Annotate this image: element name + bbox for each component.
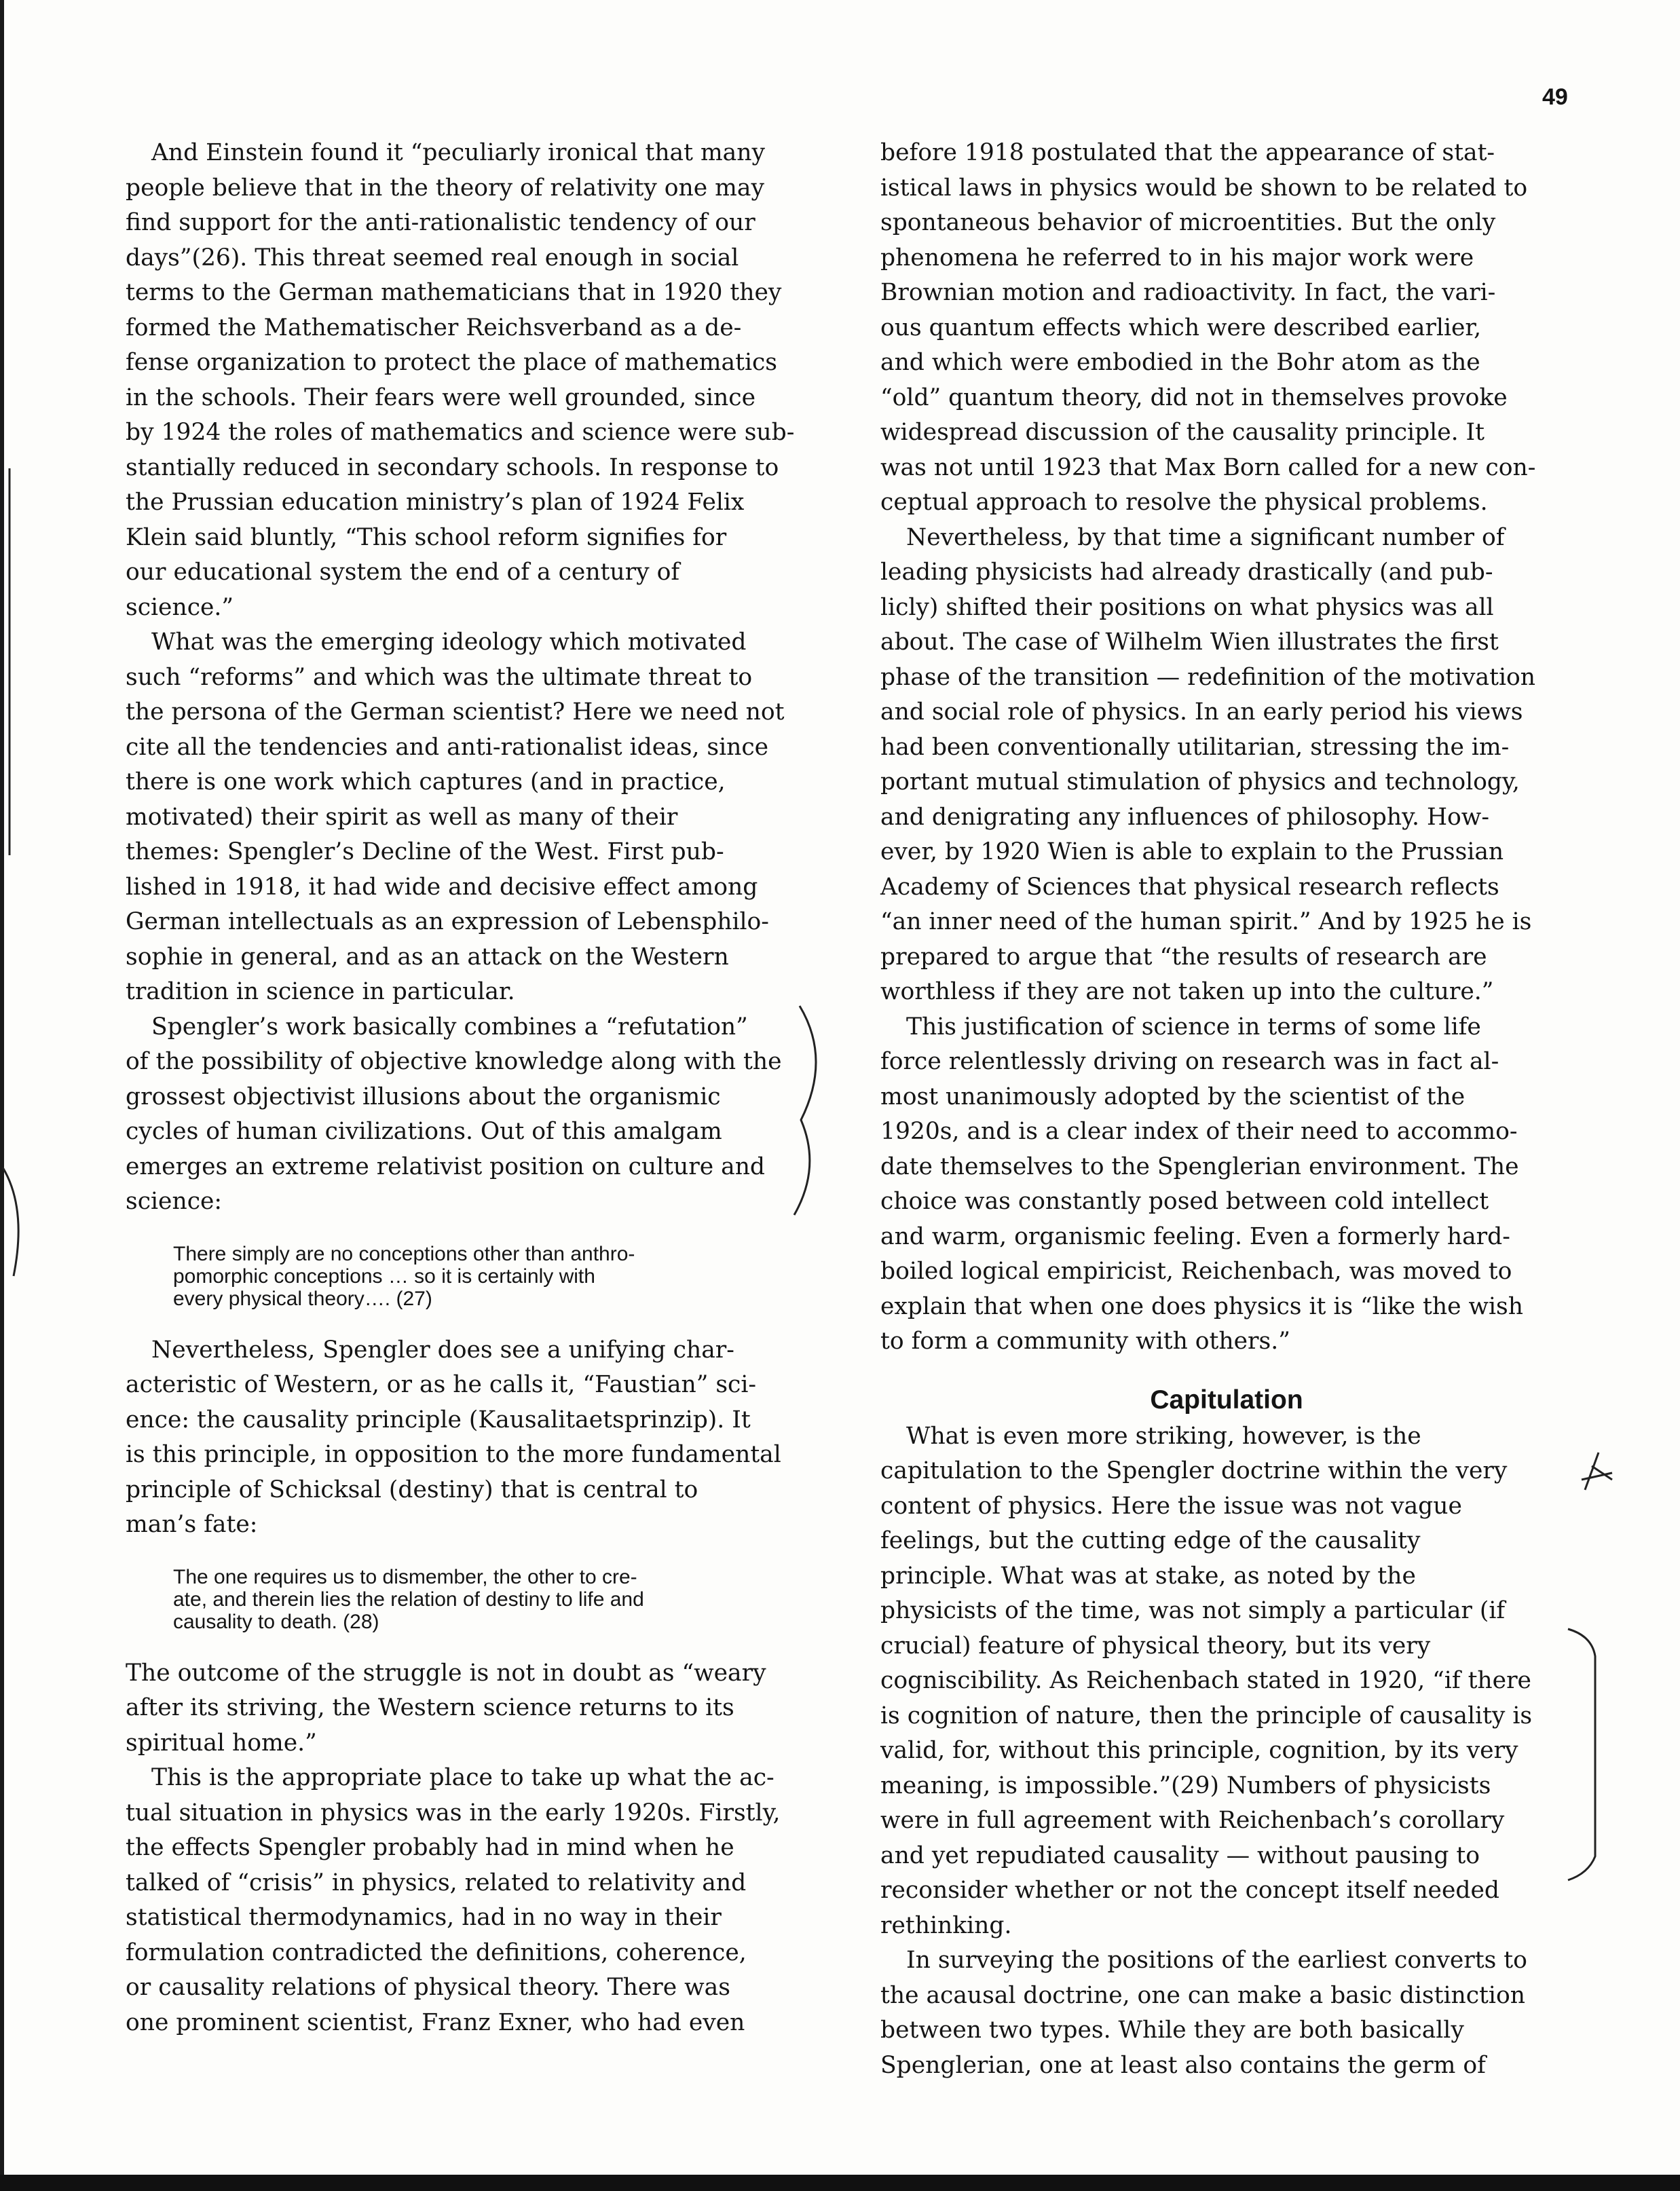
text-line: acteristic of Western, or as he calls it, “Faustian” sci- [126,1371,757,1398]
scan-edge-line [0,0,4,2191]
text-line: And Einstein found it “peculiarly ironical that many [151,139,765,166]
text-line: German intellectuals as an expression of Lebensphilo- [126,908,769,935]
page-number: 49 [1542,84,1568,110]
text-line: Spengler’s work basically combines a “refutation” [151,1013,748,1041]
text-line: Spenglerian, one at least also contains the germ of [880,2051,1486,2079]
text-line: fense organization to protect the place of mathematics [126,349,778,376]
text-line: the effects Spengler probably had in mind when he [126,1834,734,1861]
text-line: ceptual approach to resolve the physical problems. [880,489,1488,516]
text-line: phenomena he referred to in his major work were [880,244,1474,271]
text-line: the acausal doctrine, one can make a basic distinction [880,1981,1525,2009]
text-line: “an inner need of the human spirit.” And by 1925 he is [880,908,1532,935]
text-line: capitulation to the Spengler doctrine within the very [880,1457,1508,1484]
text-line: ever, by 1920 Wien is able to explain to the Prussian [880,838,1504,865]
text-line: is cognition of nature, then the principle of causality is [880,1702,1533,1729]
text-line: physicists of the time, was not simply a particular (if [880,1597,1506,1624]
text-line: most unanimously adopted by the scientist of the [880,1083,1466,1110]
text-line: Klein said bluntly, “This school reform signifies for [126,523,727,551]
paragraph [880,521,1573,1010]
text-line: widespread discussion of the causality principle. It [880,419,1485,446]
paragraph [126,136,804,625]
text-line: was not until 1923 that Max Born called for a new con- [880,453,1536,481]
text-line: about. The case of Wilhelm Wien illustrates the first [880,629,1499,656]
text-line: terms to the German mathematicians that in 1920 they [126,279,782,306]
text-line: one prominent scientist, Franz Exner, who had even [126,2008,745,2036]
text-line: worthless if they are not taken up into the culture.” [880,978,1494,1005]
text-line: The one requires us to dismember, the other to cre- [173,1565,637,1588]
paragraph [126,625,804,1010]
paragraph [126,1333,804,1543]
text-line: motivated) their spirit as well as many of their [126,803,678,831]
text-line: days”(26). This threat seemed real enough in social [126,244,739,271]
text-line: statistical thermodynamics, had in no way in their [126,1904,722,1931]
text-line: and warm, organismic feeling. Even a formerly hard- [880,1222,1510,1250]
text-line: portant mutual stimulation of physics and technology, [880,768,1520,795]
text-line: crucial) feature of physical theory, but its very [880,1632,1431,1660]
text-line: and which were embodied in the Bohr atom as the [880,349,1480,376]
text-line: “old” quantum theory, did not in themselves provoke [880,383,1508,411]
paragraph [880,136,1573,521]
text-line: causality to death. (28) [173,1610,379,1633]
text-line: leading physicists had already drastically (and pub- [880,559,1493,586]
text-line: science: [126,1188,223,1215]
text-line: ate, and therein lies the relation of destiny to life and [173,1588,644,1611]
text-line: and denigrating any influences of philosophy. How- [880,803,1489,831]
text-line: ence: the causality principle (Kausalitaetsprinzip). It [126,1406,751,1434]
text-line: between two types. While they are both basically [880,2017,1464,2044]
text-line: Nevertheless, Spengler does see a unifying char- [151,1336,734,1364]
text-line: principle of Schicksal (destiny) that is central to [126,1476,698,1503]
text-line: rethinking. [880,1911,1012,1939]
scan-bottom-border [0,2175,1680,2191]
margin-bracket-mark [3,1167,18,1276]
text-line: to form a community with others.” [880,1328,1290,1355]
text-line: after its striving, the Western science returns to its [126,1694,734,1721]
text-line: find support for the anti-rationalistic tendency of our [126,209,755,236]
text-line: prepared to argue that “the results of research are [880,943,1487,971]
text-line: and yet repudiated causality — without pausing to [880,1841,1480,1869]
text-line: people believe that in the theory of relativity one may [126,174,764,202]
text-line: What was the emerging ideology which motivated [151,629,747,656]
text-line: man’s fate: [126,1511,258,1538]
text-line: feelings, but the cutting edge of the causality [880,1527,1421,1554]
text-line: date themselves to the Spenglerian environment. The [880,1153,1519,1180]
text-line: valid, for, without this principle, cognition, by its very [880,1737,1518,1764]
text-line: tual situation in physics was in the early 1920s. Firstly, [126,1799,781,1827]
text-line: every physical theory…. (27) [173,1287,432,1310]
text-line: reconsider whether or not the concept itself needed [880,1877,1499,1904]
text-line: licly) shifted their positions on what physics was all [880,593,1494,621]
text-line: before 1918 postulated that the appearance of stat- [880,139,1495,166]
text-line: Academy of Sciences that physical research reflects [880,873,1499,901]
text-line: cycles of human civilizations. Out of this amalgam [126,1118,722,1145]
text-line: or causality relations of physical theory. There was [126,1974,730,2001]
block-quote [173,1243,804,1310]
text-line: In surveying the positions of the earliest converts to [906,1947,1527,1974]
text-line: explain that when one does physics it is “like the wish [880,1292,1523,1320]
text-line: Nevertheless, by that time a significant number of [906,523,1505,551]
paragraph [880,1943,1573,2083]
text-line: cogniscibility. As Reichenbach stated in 1920, “if there [880,1667,1531,1694]
text-line: is this principle, in opposition to the more fundamental [126,1441,781,1468]
text-line: meaning, is impossible.”(29) Numbers of physicists [880,1772,1491,1799]
paragraph [880,1419,1573,1944]
paragraph [126,1761,804,2040]
text-line: What is even more striking, however, is the [906,1422,1421,1450]
text-line: science.” [126,593,234,621]
text-line: in the schools. Their fears were well grounded, since [126,383,756,411]
text-line: This justification of science in terms of some life [906,1013,1481,1041]
text-line: grossest objectivist illusions about the organismic [126,1083,721,1110]
text-line: This is the appropriate place to take up what the ac- [151,1764,774,1791]
text-line: istical laws in physics would be shown to be related to [880,174,1528,202]
text-line: spontaneous behavior of microentities. But the only [880,209,1496,236]
text-line: pomorphic conceptions … so it is certainly with [173,1265,595,1288]
text-line: Brownian motion and radioactivity. In fact, the vari- [880,279,1496,306]
text-line: 1920s, and is a clear index of their need to accommo- [880,1118,1518,1145]
text-line: sophie in general, and as an attack on the Western [126,943,729,971]
text-line: content of physics. Here the issue was not vague [880,1492,1462,1520]
text-line: formed the Mathematischer Reichsverband as a de- [126,314,742,341]
text-line: formulation contradicted the definitions, coherence, [126,1939,747,1966]
text-line: there is one work which captures (and in practice, [126,768,726,795]
paragraph [126,1656,804,1761]
text-line: boiled logical empiricist, Reichenbach, was moved to [880,1258,1512,1285]
text-line: themes: Spengler’s Decline of the West. First pub- [126,838,724,865]
text-line: stantially reduced in secondary schools. In response to [126,453,779,481]
text-line: had been conventionally utilitarian, stressing the im- [880,733,1510,761]
text-line: spiritual home.” [126,1729,317,1757]
text-line: ous quantum effects which were described earlier, [880,314,1482,341]
text-line: choice was constantly posed between cold intellect [880,1188,1489,1215]
text-line: talked of “crisis” in physics, related to relativity and [126,1869,747,1896]
paragraph [126,1010,804,1220]
text-line: lished in 1918, it had wide and decisive effect among [126,873,758,901]
text-line: force relentlessly driving on research was in fact al- [880,1048,1499,1075]
text-line: by 1924 the roles of mathematics and science were sub- [126,419,795,446]
text-line: and social role of physics. In an early period his views [880,698,1523,726]
text-line: The outcome of the struggle is not in doubt as “weary [126,1659,766,1687]
left-column [126,136,804,2040]
right-column [880,136,1573,2083]
text-line: the Prussian education ministry’s plan of 1924 Felix [126,489,745,516]
marginal-symbol [1582,1453,1612,1490]
text-line: phase of the transition — redefinition of the motivation [880,663,1535,691]
text-line: the persona of the German scientist? Here we need not [126,698,785,726]
text-line: such “reforms” and which was the ultimate threat to [126,663,753,691]
text-line: our educational system the end of a century of [126,559,680,586]
text-line: principle. What was at stake, as noted by the [880,1562,1416,1590]
text-line: were in full agreement with Reichenbach’s corollary [880,1807,1505,1834]
paragraph [880,1010,1573,1360]
text-line: of the possibility of objective knowledge along with the [126,1048,782,1075]
text-line: cite all the tendencies and anti-rationalist ideas, since [126,733,769,761]
text-line: There simply are no conceptions other than anthro- [173,1242,635,1265]
block-quote [173,1566,804,1633]
text-line: tradition in science in particular. [126,978,515,1005]
section-heading: Capitulation [1150,1385,1303,1415]
text-line: emerges an extreme relativist position on culture and [126,1153,765,1180]
